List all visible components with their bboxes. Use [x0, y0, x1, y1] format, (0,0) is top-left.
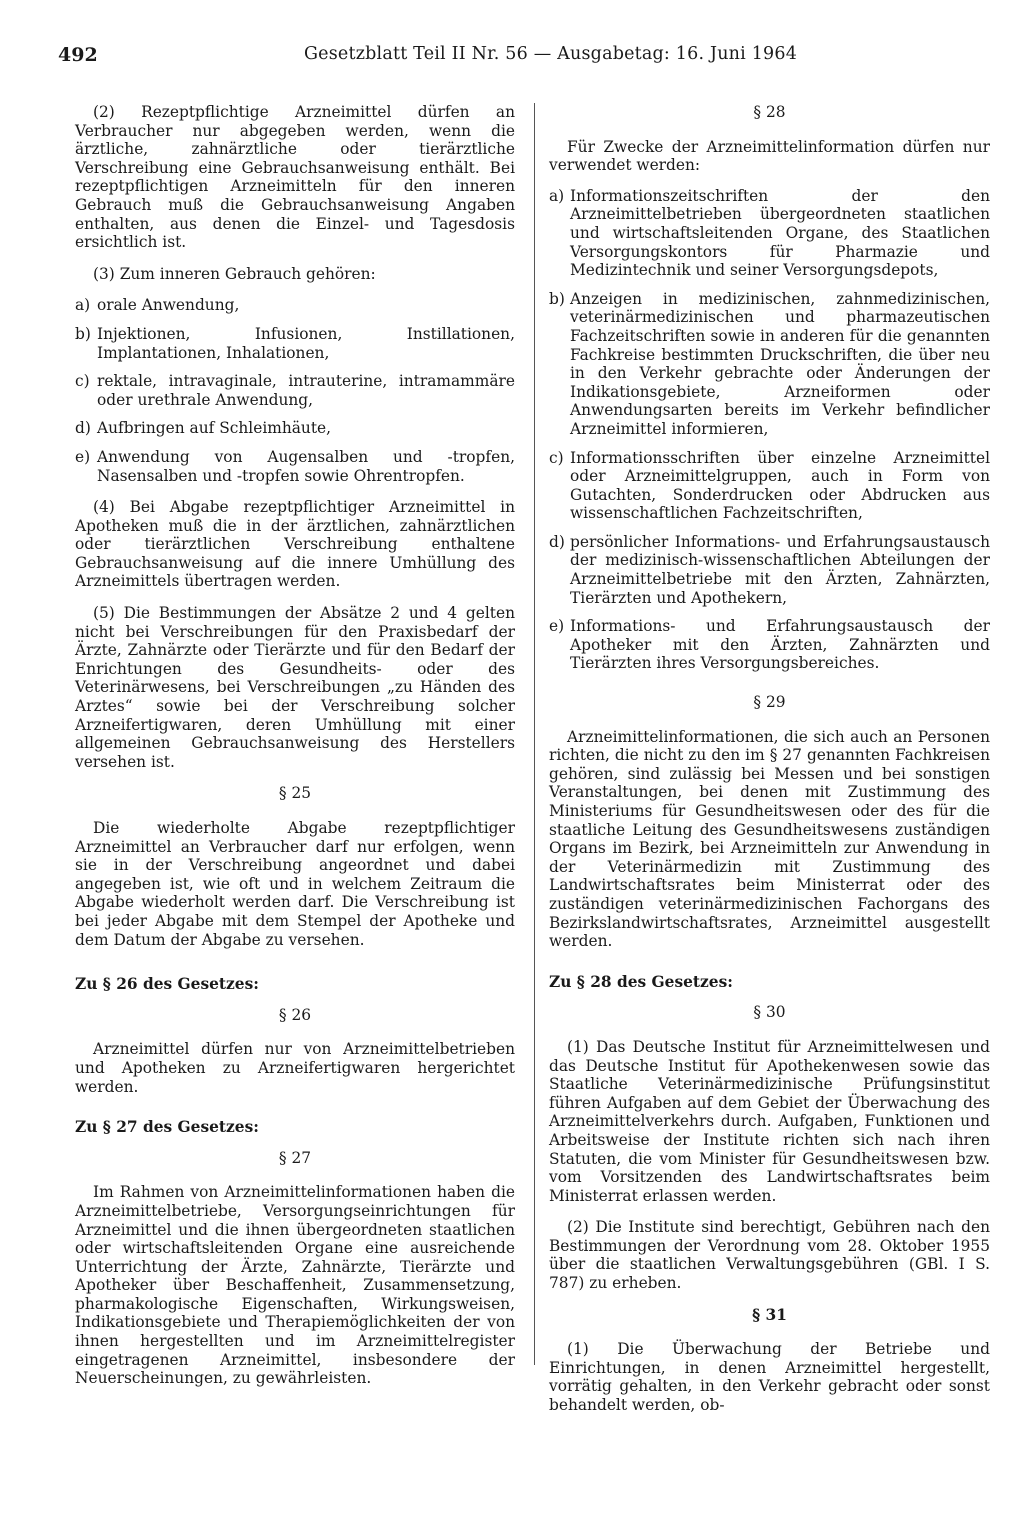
list-item [549, 290, 990, 439]
paragraph-24-5: (5) Die Bestimmungen der Absätze 2 und 4 gelten nicht bei Verschreibungen für den Praxisbedarf der Ärzte, Zahnärzte oder Tierärzte und für den Bedarf der Enrichtungen des Gesundheits- oder des Veterinärwesens, bei Verschreibungen „zu Händen des Arztes“ sowie bei der Verschreibung solcher Arzneifertigwaren, deren Umhüllung mit einer allgemeinen Gebrauchsanweisung des Herstellers versehen ist. [75, 604, 515, 771]
list-item-text: Aufbringen auf Schleimhäute, [97, 419, 332, 438]
list-item-label: d) [549, 532, 565, 551]
list-item-text: Informationsschriften über einzelne Arzneimittel oder Arzneimittelgruppen, auch in Form von Gutachten, Sonderdrucken oder Abdrucken aus wissenschaftlichen Fachzeitschriften, [570, 448, 990, 523]
list-item [549, 187, 990, 280]
section-heading-28: § 28 [753, 103, 786, 121]
section-27-text: Im Rahmen von Arzneimittelinformationen haben die Arzneimittelbetriebe, Versorgungseinrichtungen für Arzneimittel und die ihnen übergeordneten staatlichen oder wirtschaftsleitenden Organe eine ausreichende Unterrichtung der Ärzte, Zahnärzte, Tierärzte und Apotheker über Beschaffenheit, Zusammensetzung, pharmakologische Eigenschaften, Wirkungsweisen, Indikationsgebiete und Therapiemöglichkeiten der von ihnen hergestellten und im Arzneimittelregister eingetragenen Arzneimittel, insbesondere der Neuerscheinungen, zu gewährleisten. [75, 1183, 515, 1388]
section-heading-31: § 31 [752, 1305, 787, 1324]
zu-heading-28: Zu § 28 des Gesetzes: [549, 972, 733, 991]
list-item-text: rektale, intravaginale, intrauterine, intramammäre oder urethrale Anwendung, [97, 372, 515, 409]
list-item [549, 617, 990, 673]
section-30-paragraph-1: (1) Das Deutsche Institut für Arzneimittelwesen und das Deutsche Institut für Apothekenwesen sowie das Staatliche Veterinärmedizinische Prüfungsinstitut führen Aufgaben auf dem Gebiet der Überwachung des Arzneimittelverkehrs durch. Aufgaben, Funktionen und Arbeitsweise der Institute richten sich nach ihren Statuten, die vom Minister für Gesundheitswesen bzw. vom Vorsitzenden des Landwirtschaftsrates beim Ministerrat erlassen werden. [549, 1037, 990, 1205]
section-heading-29: § 29 [753, 693, 786, 712]
list-item-label: a) [549, 186, 565, 205]
paragraph-24-4: (4) Bei Abgabe rezeptpflichtiger Arzneimittel in Apotheken muß die in der ärztlichen, zahnärztlichen oder tierärztlichen Verschreibung enthaltene Gebrauchsanweisung auf die innere Umhüllung des Arzneimittels übertragen werden. [75, 498, 515, 591]
list-item [75, 325, 515, 362]
list-item-text: Injektionen, Infusionen, Instillationen, Implantationen, Inhalationen, [97, 324, 515, 362]
running-title: Gesetzblatt Teil II Nr. 56 — Ausgabetag: 16. Juni 1964 [304, 44, 798, 64]
list-item-label: c) [75, 372, 90, 391]
list-item-text: persönlicher Informations- und Erfahrungsaustausch der medizinisch-wissenschaftlichen Abteilungen der Arzneimittelbetriebe mit den Ärzten, Zahnärzten, Tierärzten und Apothekern, [570, 532, 990, 607]
page-header [58, 44, 988, 74]
list-item [75, 419, 515, 438]
section-28-intro: Für Zwecke der Arzneimittelinformation dürfen nur verwendet werden: [549, 137, 990, 175]
zu-heading-26: Zu § 26 des Gesetzes: [75, 975, 259, 994]
section-30-paragraph-2: (2) Die Institute sind berechtigt, Gebühren nach den Bestimmungen der Verordnung vom 28. Oktober 1955 über die staatlichen Verwaltungsgebühren (GBl. I S. 787) zu erheben. [549, 1218, 990, 1293]
list-item-text: orale Anwendung, [97, 296, 240, 315]
list-item-label: b) [549, 289, 565, 308]
list-item-text: Anwendung von Augensalben und -tropfen, Nasensalben und -tropfen sowie Ohrentropfen. [97, 447, 515, 485]
list-item [549, 449, 990, 523]
list-item-label: b) [75, 324, 91, 343]
list-item-label: d) [75, 419, 91, 438]
left-column [75, 103, 515, 1401]
list-item-text: Anzeigen in medizinischen, zahnmedizinischen, veterinärmedizinischen und pharmazeutischen Fachzeitschriften sowie in anderen für die genannten Fachkreise bestimmten Druckschriften, die über neu in den Verkehr gebrachte oder Änderungen der Indikationsgebiete, Arzneiformen oder Anwendungsarten bereits im Verkehr befindlicher Arzneimittel informieren, [570, 289, 990, 438]
section-29-text: Arzneimittelinformationen, die sich auch an Personen richten, die nicht zu den im § 27 genannten Fachkreisen gehören, sind zulässig bei Messen und bei sonstigen Veranstaltungen, bei denen mit Zustimmung des Ministeriums für Gesundheitswesen oder des für die staatliche Leitung des Gesundheitswesens zuständigen Organs im Bezirk, bei Arzneimitteln zur Anwendung in der Veterinärmedizin mit Zustimmung des Landwirtschaftsrates beim Ministerrat oder des zuständigen veterinärmedizinischen Fachorgans des Bezirkslandwirtschaftsrates, Arzneimittel ausgestellt werden. [549, 727, 990, 951]
section-heading-25: § 25 [278, 784, 312, 803]
section-heading-26: § 26 [278, 1005, 312, 1024]
list-item-label: a) [75, 296, 91, 315]
list-item [75, 296, 515, 315]
zu-heading-27: Zu § 27 des Gesetzes: [75, 1118, 259, 1137]
section-heading-30: § 30 [753, 1003, 786, 1022]
section-25-text: Die wiederholte Abgabe rezeptpflichtiger Arzneimittel an Verbraucher darf nur erfolgen, wenn sie in der Verschreibung angeordnet und dabei angegeben ist, wie oft und in welchem Zeitraum die Abgabe wiederholt werden darf. Die Verschreibung ist bei jeder Abgabe mit dem Stempel der Apotheke und dem Datum der Abgabe zu versehen. [75, 819, 515, 949]
list-item-label: e) [75, 447, 91, 466]
list-item-label: c) [549, 448, 564, 467]
list-item [75, 372, 515, 409]
section-heading-27: § 27 [278, 1148, 312, 1167]
paragraph-24-3: (3) Zum inneren Gebrauch gehören: [93, 264, 376, 283]
paragraph-24-2: (2) Rezeptpflichtige Arzneimittel dürfen an Verbraucher nur abgegeben werden, wenn die ärztliche, zahnärztliche oder tierärztliche Verschreibung eine Gebrauchsanweisung enthält. Bei rezeptpflichtigen Arzneimitteln für den inneren Gebrauch muß die Gebrauchsanweisung Angaben enthalten, aus denen die Einzel- und Tagesdosis ersichtlich ist. [75, 103, 515, 252]
right-column [549, 103, 990, 1428]
page-number: 492 [58, 44, 98, 66]
list-item-text: Informations- und Erfahrungsaustausch der Apotheker mit den Ärzten, Zahnärzten und Tierärzten ihres Versorgungsbereiches. [570, 617, 990, 673]
column-divider [534, 103, 535, 1365]
list-item-label: e) [549, 617, 565, 636]
list-item [75, 448, 515, 485]
section-31-paragraph-1: (1) Die Überwachung der Betriebe und Einrichtungen, in denen Arzneimittel hergestellt, vorrätig gehalten, in den Verkehr gebracht oder sonst behandelt werden, ob- [549, 1340, 990, 1415]
list-item-text: Informationszeitschriften der den Arzneimittelbetrieben übergeordneten staatlichen und wirtschaftsleitenden Organe, des Staatlichen Versorgungskontors für Pharmazie und Medizintechnik und seiner Versorgungsdepots, [570, 186, 990, 280]
section-26-text: Arzneimittel dürfen nur von Arzneimittelbetrieben und Apotheken zu Arzneifertigwaren hergerichtet werden. [75, 1040, 515, 1096]
list-item [549, 533, 990, 607]
